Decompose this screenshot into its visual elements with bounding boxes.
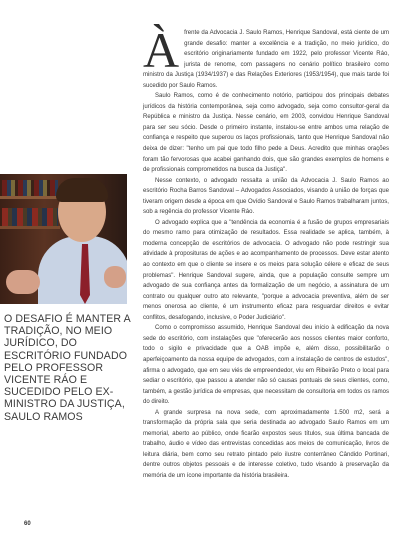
person-hand: [104, 266, 126, 288]
article-paragraph: O advogado explica que a "tendência da economia é a fusão de grupos empresariais do mesmo ramo para otimização de resultados. Essa realidade se aplica, também, à moderna concepção de escritórios de advocacia. O advogado não pode restringir sua atividade à proposituras de ações e ao acompanhamento de processos. Deve estar atento ao contexto em que o cliente se insere e os meios para solução célere e eficaz de seus problemas". Henrique Sandoval sugere, ainda, que a população consulte sempre um advogado de sua confiança antes da formalização de um negócio, a assinatura de um contrato ou qualquer outro ato relevante, "porque a advocacia preventiva, além de ser menos onerosa ao cliente, é um instrumento eficaz para resguardar direitos e evitar conflitos, desafogando, inclusive, o Poder Judiciário".: [143, 219, 389, 321]
article-paragraph: frente da Advocacia J. Saulo Ramos, Henrique Sandoval, está ciente de um grande desafio: manter a excelência e a tradição, no meio jurídico, do escritório originariamente fundado em 1922, pelo professor Vicente Ráo, jurista de renome, com passagens no cenário político brasileiro como ministro da Justiça (1934/1937) e das Relações Exteriores (1953/1954), que mais tarde foi sucedido por Saulo Ramos.: [143, 30, 389, 89]
page-number: 60: [24, 521, 31, 527]
article-paragraph: Como o compromisso assumido, Henrique Sandoval deu início à edificação da nova sede do escritório, com instalações que "oferecerão aos nossos clientes maior conforto, todo o sigilo e privacidade que a OAB impõe e, além disso, possibilitarão o aperfeiçoamento da nossa equipe de advogados, com a instalação de centros de estudos", afirma o advogado, que em seu viés de empreendedor, viu em Ribeirão Preto o local para sediar o escritório, que passou a atender não só causas pontuais de seus clientes, como, também, a gestão jurídica de empresas, que necessitam de consultoria em todos os ramos do direito.: [143, 325, 389, 406]
drop-cap: À: [143, 22, 180, 78]
bookshelf-shelf: [0, 196, 60, 199]
article-body: [143, 22, 389, 482]
bookshelf-shelf: [0, 226, 60, 229]
article-paragraph: A grande surpresa na nova sede, com aproximadamente 1.500 m2, será a transformação da própria sala que seria destinada ao advogado Saulo Ramos em um memorial, aberto ao público, onde ficarão expostos seus títulos, sua última bancada de trabalho, áudio e vídeo das entrevistas concedidas aos meios de comunicação, livros de leitura diária, bem como seu retrato pintado pelo ilustre conterrâneo Cândido Portinari, dentre outros objetos pessoais e de interesse coletivo, tudo visando à preservação da memória de um ícone importante da história brasileira.: [143, 409, 389, 479]
photo-caption: O DESAFIO É MANTER A TRADIÇÃO, NO MEIO JURÍDICO, DO ESCRITÓRIO FUNDADO PELO PROFESSOR VICENTE RÁO E SUCEDIDO PELO EX-MINISTRO DA JUSTIÇA, SAULO RAMOS: [4, 313, 131, 423]
bookshelf-books: [2, 180, 58, 196]
article-paragraph: Saulo Ramos, como é de conhecimento notório, participou dos principais debates jurídicos da história contemporânea, seja como advogado, seja como consultor-geral da República e ministro da Justiça. Nesse cenário, em 2003, convidou Henrique Sandoval para ser seu sócio. Desde o primeiro instante, instalou-se entre ambos uma relação de confiança e respeito que superou os laços profissionais, tanto que Henrique Sandoval não deixa de dizer: "tenho um pai que todo filho pede a Deus. Acredito que minhas orações foram tão fervorosas que acabei ganhando dois, que são grandes exemplos de homens e de profissionais comprometidos na busca da Justiça".: [143, 93, 389, 174]
person-hair: [56, 178, 108, 202]
article-paragraph: Nesse contexto, o advogado ressalta a união da Advocacia J. Saulo Ramos ao escritório Rocha Barros Sandoval – Advogados Associados, visando à união de forças que tiveram origem desde a época em que Ovídio Sandoval e Saulo Ramos trabalharam juntos, sob a regência do professor Vicente Ráo.: [143, 177, 389, 216]
person-hand: [6, 270, 40, 294]
portrait-photo: [0, 174, 127, 304]
bookshelf-books: [2, 208, 58, 226]
